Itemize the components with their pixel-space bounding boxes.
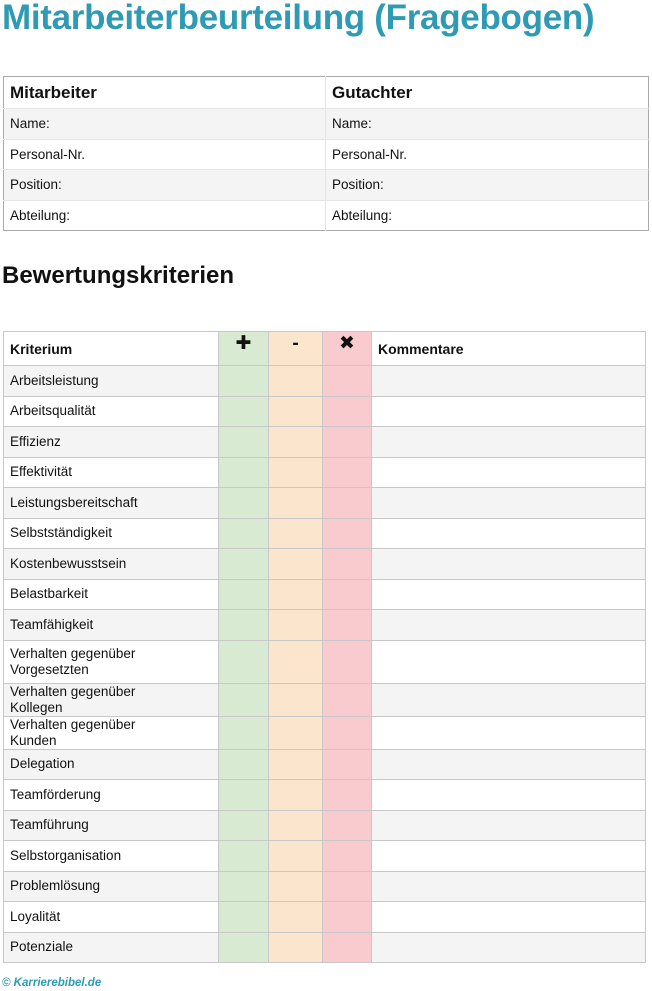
rating-neutral-cell[interactable] <box>269 366 323 397</box>
criterion-label: Verhalten gegenüber Kollegen <box>4 683 219 716</box>
criteria-header-row <box>4 332 646 366</box>
plus-icon: ✚ <box>219 332 269 366</box>
comment-cell[interactable] <box>372 640 646 683</box>
rating-neutral-cell[interactable] <box>269 810 323 841</box>
criterion-row <box>4 932 646 963</box>
rating-negative-cell[interactable] <box>323 716 372 749</box>
criterion-label: Kostenbewusstsein <box>4 549 219 580</box>
criterion-label: Loyalität <box>4 902 219 933</box>
employee-header-blank <box>108 77 326 109</box>
comment-cell[interactable] <box>372 579 646 610</box>
rating-positive-cell[interactable] <box>219 457 269 488</box>
info-row-position <box>4 170 649 201</box>
rating-negative-cell[interactable] <box>323 749 372 780</box>
rating-neutral-cell[interactable] <box>269 518 323 549</box>
criterion-label: Teamförderung <box>4 780 219 811</box>
criterion-row <box>4 427 646 458</box>
criterion-row <box>4 749 646 780</box>
comment-cell[interactable] <box>372 518 646 549</box>
rating-neutral-cell[interactable] <box>269 932 323 963</box>
criterion-label: Belastbarkeit <box>4 579 219 610</box>
criterion-row <box>4 902 646 933</box>
criterion-row <box>4 780 646 811</box>
criterion-row <box>4 640 646 683</box>
rating-neutral-cell[interactable] <box>269 427 323 458</box>
employee-name-value[interactable] <box>108 109 326 140</box>
comment-cell[interactable] <box>372 366 646 397</box>
rating-positive-cell[interactable] <box>219 640 269 683</box>
employee-personnel-number-value[interactable] <box>108 139 326 170</box>
criterion-row <box>4 716 646 749</box>
rating-neutral-cell[interactable] <box>269 396 323 427</box>
reviewer-field-label: Name: <box>326 109 419 140</box>
rating-neutral-cell[interactable] <box>269 549 323 580</box>
criterion-label: Teamführung <box>4 810 219 841</box>
comment-cell[interactable] <box>372 457 646 488</box>
comment-cell[interactable] <box>372 716 646 749</box>
minus-icon: - <box>269 332 323 366</box>
rating-neutral-cell[interactable] <box>269 610 323 641</box>
employee-field-label: Personal-Nr. <box>4 139 108 170</box>
employee-field-label: Name: <box>4 109 108 140</box>
rating-positive-cell[interactable] <box>219 683 269 716</box>
criterion-label: Leistungsbereitschaft <box>4 488 219 519</box>
reviewer-field-label: Abteilung: <box>326 200 419 231</box>
criteria-table <box>3 331 646 963</box>
reviewer-position-value[interactable] <box>419 170 649 201</box>
rating-positive-cell[interactable] <box>219 841 269 872</box>
rating-negative-cell[interactable] <box>323 488 372 519</box>
comment-cell[interactable] <box>372 610 646 641</box>
rating-positive-cell[interactable] <box>219 488 269 519</box>
rating-negative-cell[interactable] <box>323 579 372 610</box>
cross-icon: ✖ <box>323 332 372 366</box>
rating-negative-cell[interactable] <box>323 610 372 641</box>
rating-positive-cell[interactable] <box>219 579 269 610</box>
comment-cell[interactable] <box>372 780 646 811</box>
criterion-label: Selbstständigkeit <box>4 518 219 549</box>
employee-position-value[interactable] <box>108 170 326 201</box>
rating-positive-cell[interactable] <box>219 396 269 427</box>
rating-negative-cell[interactable] <box>323 549 372 580</box>
comment-cell[interactable] <box>372 683 646 716</box>
rating-neutral-cell[interactable] <box>269 640 323 683</box>
rating-negative-cell[interactable] <box>323 932 372 963</box>
criterion-row <box>4 488 646 519</box>
rating-positive-cell[interactable] <box>219 780 269 811</box>
copyright-footer: © Karrierebibel.de <box>2 977 102 989</box>
criterion-row <box>4 549 646 580</box>
rating-positive-cell[interactable] <box>219 518 269 549</box>
criterion-label: Verhalten gegenüber Vorgesetzten <box>4 640 219 683</box>
comment-cell[interactable] <box>372 902 646 933</box>
comment-cell[interactable] <box>372 871 646 902</box>
rating-neutral-cell[interactable] <box>269 716 323 749</box>
criterion-label: Potenziale <box>4 932 219 963</box>
criterion-label: Verhalten gegenüber Kunden <box>4 716 219 749</box>
rating-negative-cell[interactable] <box>323 427 372 458</box>
rating-negative-cell[interactable] <box>323 683 372 716</box>
personal-info-table <box>3 76 649 231</box>
criterion-label: Effizienz <box>4 427 219 458</box>
rating-neutral-cell[interactable] <box>269 457 323 488</box>
employee-header: Mitarbeiter <box>10 82 97 102</box>
reviewer-personnel-number-value[interactable] <box>419 139 649 170</box>
criterion-row <box>4 396 646 427</box>
comment-cell[interactable] <box>372 749 646 780</box>
rating-neutral-cell[interactable] <box>269 841 323 872</box>
info-row-name <box>4 109 649 140</box>
criterion-label: Arbeitsleistung <box>4 366 219 397</box>
info-row-department <box>4 200 649 231</box>
employee-field-label: Position: <box>4 170 108 201</box>
comment-cell[interactable] <box>372 427 646 458</box>
info-row-personnel-number <box>4 139 649 170</box>
rating-neutral-cell[interactable] <box>269 780 323 811</box>
rating-positive-cell[interactable] <box>219 871 269 902</box>
rating-negative-cell[interactable] <box>323 902 372 933</box>
rating-positive-cell[interactable] <box>219 366 269 397</box>
rating-positive-cell[interactable] <box>219 902 269 933</box>
reviewer-header-blank <box>419 77 649 109</box>
criterion-row <box>4 366 646 397</box>
rating-positive-cell[interactable] <box>219 716 269 749</box>
comments-column-header: Kommentare <box>372 332 646 366</box>
criterion-row <box>4 610 646 641</box>
criterion-row <box>4 683 646 716</box>
rating-positive-cell[interactable] <box>219 810 269 841</box>
criterion-column-header: Kriterium <box>4 332 219 366</box>
rating-positive-cell[interactable] <box>219 427 269 458</box>
employee-department-value[interactable] <box>108 200 326 231</box>
comment-cell[interactable] <box>372 810 646 841</box>
comment-cell[interactable] <box>372 932 646 963</box>
info-header-row <box>4 77 649 109</box>
reviewer-department-value[interactable] <box>419 200 649 231</box>
criterion-label: Effektivität <box>4 457 219 488</box>
criterion-row <box>4 871 646 902</box>
criterion-label: Selbstorganisation <box>4 841 219 872</box>
reviewer-field-label: Position: <box>326 170 419 201</box>
criterion-label: Delegation <box>4 749 219 780</box>
rating-negative-cell[interactable] <box>323 457 372 488</box>
reviewer-header: Gutachter <box>326 77 419 109</box>
rating-negative-cell[interactable] <box>323 366 372 397</box>
reviewer-name-value[interactable] <box>419 109 649 140</box>
rating-neutral-cell[interactable] <box>269 902 323 933</box>
criterion-row <box>4 457 646 488</box>
employee-field-label: Abteilung: <box>4 200 108 231</box>
rating-negative-cell[interactable] <box>323 871 372 902</box>
rating-positive-cell[interactable] <box>219 610 269 641</box>
criterion-row <box>4 810 646 841</box>
comment-cell[interactable] <box>372 488 646 519</box>
criterion-label: Problemlösung <box>4 871 219 902</box>
rating-negative-cell[interactable] <box>323 810 372 841</box>
rating-neutral-cell[interactable] <box>269 871 323 902</box>
comment-cell[interactable] <box>372 549 646 580</box>
rating-negative-cell[interactable] <box>323 396 372 427</box>
rating-negative-cell[interactable] <box>323 780 372 811</box>
rating-negative-cell[interactable] <box>323 518 372 549</box>
criterion-row <box>4 841 646 872</box>
section-heading: Bewertungskriterien <box>2 262 235 289</box>
rating-negative-cell[interactable] <box>323 640 372 683</box>
reviewer-field-label: Personal-Nr. <box>326 139 419 170</box>
rating-neutral-cell[interactable] <box>269 683 323 716</box>
rating-positive-cell[interactable] <box>219 549 269 580</box>
criterion-row <box>4 579 646 610</box>
rating-neutral-cell[interactable] <box>269 749 323 780</box>
page-title: Mitarbeiterbeurteilung (Fragebogen) <box>2 0 595 37</box>
rating-neutral-cell[interactable] <box>269 579 323 610</box>
criterion-row <box>4 518 646 549</box>
comment-cell[interactable] <box>372 396 646 427</box>
rating-negative-cell[interactable] <box>323 841 372 872</box>
rating-positive-cell[interactable] <box>219 749 269 780</box>
rating-positive-cell[interactable] <box>219 932 269 963</box>
criterion-label: Arbeitsqualität <box>4 396 219 427</box>
comment-cell[interactable] <box>372 841 646 872</box>
rating-neutral-cell[interactable] <box>269 488 323 519</box>
criterion-label: Teamfähigkeit <box>4 610 219 641</box>
